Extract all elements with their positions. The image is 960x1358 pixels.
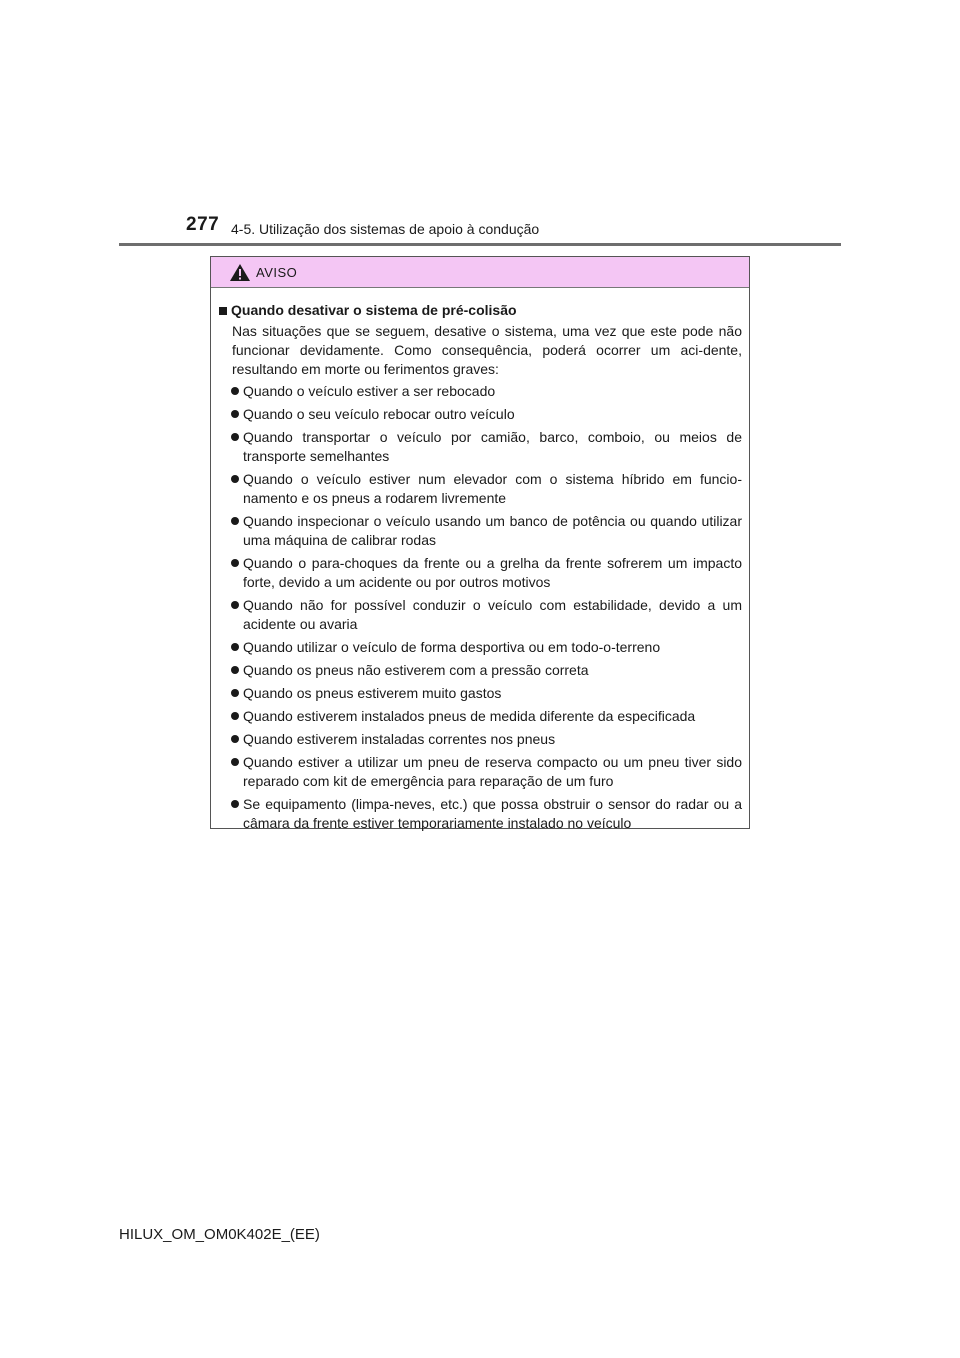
list-item bbox=[218, 730, 742, 749]
list-item-text: Quando o veículo estiver num elevador com o sistema híbrido em funcio-namento e os pneus a rodarem livremente bbox=[243, 471, 742, 506]
list-item bbox=[218, 684, 742, 703]
bullet-icon bbox=[231, 601, 239, 609]
list-item-text: Quando transportar o veículo por camião, barco, comboio, ou meios de transporte semelhantes bbox=[243, 429, 742, 464]
list-item-text: Quando estiver a utilizar um pneu de reserva compacto ou um pneu tiver sido reparado com kit de emergência para reparação de um furo bbox=[243, 754, 742, 789]
list-item bbox=[218, 382, 742, 401]
list-item-text: Quando o veículo estiver a ser rebocado bbox=[243, 383, 496, 399]
list-item bbox=[218, 512, 742, 550]
bullet-icon bbox=[231, 643, 239, 651]
bullet-icon bbox=[231, 758, 239, 766]
list-item-text: Se equipamento (limpa-neves, etc.) que possa obstruir o sensor do radar ou a câmara da frente estiver temporariamente instalado no veículo bbox=[243, 796, 742, 831]
warning-body bbox=[211, 288, 749, 833]
warning-header bbox=[211, 257, 749, 288]
section-title: 4-5. Utilização dos sistemas de apoio à condução bbox=[231, 221, 540, 237]
list-item-text: Quando estiverem instalados pneus de medida diferente da especificada bbox=[243, 708, 696, 724]
list-item bbox=[218, 795, 742, 833]
bullet-icon bbox=[231, 559, 239, 567]
list-item bbox=[218, 753, 742, 791]
list-item-text: Quando os pneus estiverem muito gastos bbox=[243, 685, 502, 701]
list-item-text: Quando o para-choques da frente ou a grelha da frente sofrerem um impacto forte, devido a um acidente ou por outros motivos bbox=[243, 555, 742, 590]
warning-label: AVISO bbox=[256, 264, 298, 280]
list-item bbox=[218, 707, 742, 726]
bullet-icon bbox=[231, 387, 239, 395]
list-item bbox=[218, 428, 742, 466]
list-item-text: Quando utilizar o veículo de forma desportiva ou em todo-o-terreno bbox=[243, 639, 661, 655]
page-number: 277 bbox=[186, 214, 220, 235]
bullet-icon bbox=[231, 712, 239, 720]
list-item bbox=[218, 596, 742, 634]
bullet-icon bbox=[231, 410, 239, 418]
list-item bbox=[218, 638, 742, 657]
list-item bbox=[218, 470, 742, 508]
list-item-text: Quando o seu veículo rebocar outro veículo bbox=[243, 406, 515, 422]
list-item-text: Quando estiverem instaladas correntes nos pneus bbox=[243, 731, 556, 747]
list-item-text: Quando não for possível conduzir o veículo com estabilidade, devido a um acidente ou avaria bbox=[243, 597, 742, 632]
bullet-icon bbox=[231, 735, 239, 743]
bullet-icon bbox=[231, 517, 239, 525]
header-divider bbox=[119, 243, 841, 246]
warning-box bbox=[210, 256, 750, 829]
list-item-text: Quando os pneus não estiverem com a pressão correta bbox=[243, 662, 589, 678]
warning-list bbox=[218, 382, 742, 833]
square-bullet-icon bbox=[219, 307, 227, 315]
document-code: HILUX_OM_OM0K402E_(EE) bbox=[119, 1226, 320, 1243]
warning-triangle-icon bbox=[229, 263, 251, 282]
bullet-icon bbox=[231, 800, 239, 808]
bullet-icon bbox=[231, 689, 239, 697]
bullet-icon bbox=[231, 475, 239, 483]
bullet-icon bbox=[231, 433, 239, 441]
list-item bbox=[218, 405, 742, 424]
bullet-icon bbox=[231, 666, 239, 674]
warning-heading-text: Quando desativar o sistema de pré-colisão bbox=[231, 302, 517, 318]
list-item bbox=[218, 661, 742, 680]
list-item-text: Quando inspecionar o veículo usando um banco de potência ou quando utilizar uma máquina de calibrar rodas bbox=[243, 513, 742, 548]
warning-intro: Nas situações que se seguem, desative o sistema, uma vez que este pode não funcionar devidamente. Como consequência, poderá ocorrer um aci-dente, resultando em morte ou ferimentos graves: bbox=[232, 323, 742, 377]
list-item bbox=[218, 554, 742, 592]
warning-heading bbox=[218, 301, 742, 320]
